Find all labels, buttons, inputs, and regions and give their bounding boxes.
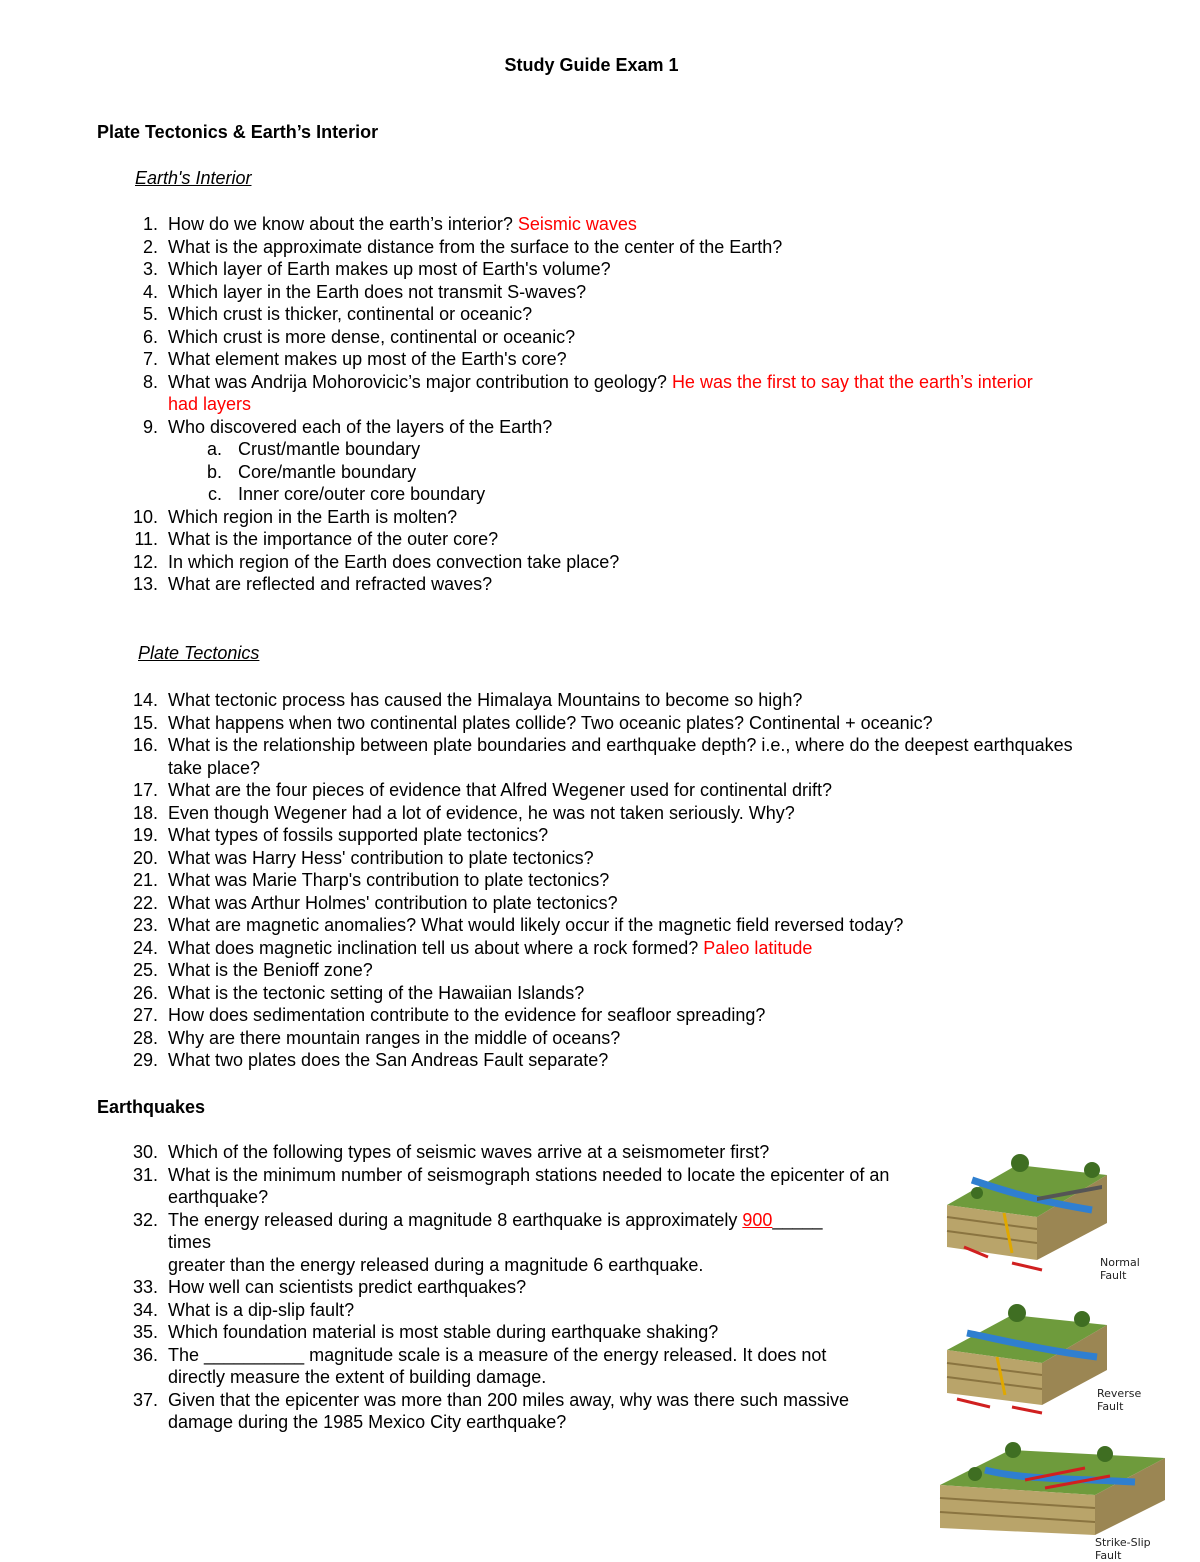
section-heading-earthquakes: Earthquakes — [97, 1097, 206, 1117]
earthquake-questions — [0, 1141, 930, 1434]
list-item: 3. Which layer of Earth makes up most of Earth's volume? — [142, 259, 611, 279]
list-item: 6. Which crust is more dense, continental or oceanic? — [142, 326, 576, 347]
list-item: 13. What are reflected and refracted waves? — [132, 574, 493, 594]
subheading-earths-interior: Earth's Interior — [135, 168, 252, 188]
list-item: 2. What is the approximate distance from the surface to the center of the Earth? — [142, 236, 783, 257]
list-item: 15. What happens when two continental plates collide? Two oceanic plates? Continental + oceanic? — [132, 712, 933, 733]
fault-label: Strike-Slip Fault — [1095, 1536, 1151, 1562]
fault-label: Reverse Fault — [1097, 1387, 1142, 1413]
list-item: 31. What is the minimum number of seismograph stations needed to locate the epicenter of an earthquake? — [132, 1164, 890, 1207]
list-item: 4. Which layer in the Earth does not transmit S-waves? — [142, 281, 587, 302]
section-heading-plate-tectonics-interior: Plate Tectonics & Earth’s Interior — [97, 122, 379, 142]
list-item: 8. What was Andrija Mohorovicic’s major contribution to geology? He was the first to say that the earth’s interior had layers — [142, 371, 1033, 414]
sub-list-item: a. Crust/mantle boundary — [206, 439, 421, 459]
list-item: 17. What are the four pieces of evidence that Alfred Wegener used for continental drift? — [132, 780, 833, 800]
sub-list-item: c. Inner core/outer core boundary — [207, 484, 486, 504]
list-item: 16. What is the relationship between plate boundaries and earthquake depth? i.e., where do the deepest earthquakes take place? — [132, 735, 1073, 778]
list-item: 21. What was Marie Tharp's contribution to plate tectonics? — [132, 870, 610, 890]
list-item: 25. What is the Benioff zone? — [132, 960, 373, 980]
list-item: 20. What was Harry Hess' contribution to plate tectonics? — [132, 847, 594, 868]
list-item: 35. Which foundation material is most stable during earthquake shaking? — [132, 1322, 719, 1342]
list-item: 11. What is the importance of the outer core? — [134, 529, 499, 549]
sub-list-item: b. Core/mantle boundary — [206, 461, 417, 482]
list-item: 34. What is a dip-slip fault? — [132, 1299, 355, 1320]
list-item: 27. How does sedimentation contribute to the evidence for seafloor spreading? — [132, 1005, 766, 1025]
list-item: 14. What tectonic process has caused the Himalaya Mountains to become so high? — [132, 690, 803, 710]
list-item: 24. What does magnetic inclination tell us about where a rock formed? Paleo latitude — [132, 937, 813, 958]
list-item: 29. What two plates does the San Andreas Fault separate? — [132, 1050, 609, 1070]
fault-label: Normal Fault — [1100, 1256, 1140, 1282]
list-item: 26. What is the tectonic setting of the Hawaiian Islands? — [132, 982, 585, 1003]
answer-text: Paleo latitude — [703, 937, 813, 958]
list-item: 23. What are magnetic anomalies? What would likely occur if the magnetic field reversed today? — [132, 915, 904, 935]
page-title: Study Guide Exam 1 — [504, 55, 679, 75]
answer-text: Seismic waves — [517, 214, 637, 234]
list-item: 7. What element makes up most of the Earth's core? — [142, 349, 567, 369]
list-item: 28. Why are there mountain ranges in the middle of oceans? — [132, 1027, 621, 1048]
list-item: 22. What was Arthur Holmes' contribution to plate tectonics? — [132, 892, 618, 913]
list-item: 19. What types of fossils supported plate tectonics? — [132, 825, 549, 845]
normal-fault-diagram — [942, 1135, 1167, 1282]
tectonics-questions — [0, 689, 1100, 1072]
list-item: 30. Which of the following types of seismic waves arrive at a seismometer first? — [132, 1142, 770, 1162]
reverse-fault-diagram — [942, 1295, 1167, 1425]
answer-text: He was the first to say that the earth’s interior had layers — [168, 371, 1033, 414]
list-item: 5. Which crust is thicker, continental or oceanic? — [142, 304, 533, 324]
subheading-plate-tectonics: Plate Tectonics — [138, 643, 260, 663]
list-item: 37. Given that the epicenter was more than 200 miles away, why was there such massive damage during the 1985 Mexico City earthquake? — [132, 1389, 849, 1432]
strike-slip-fault-diagram — [935, 1440, 1167, 1562]
list-item: 36. The __________ magnitude scale is a measure of the energy released. It does not directly measure the extent of building damage. — [132, 1344, 827, 1387]
answer-text: 900 — [742, 1209, 773, 1230]
list-item: 1. How do we know about the earth’s interior? Seismic waves — [142, 214, 637, 234]
list-item: 18. Even though Wegener had a lot of evidence, he was not taken seriously. Why? — [132, 802, 795, 823]
list-item: 10. Which region in the Earth is molten? — [132, 506, 458, 527]
list-item: 33. How well can scientists predict earthquakes? — [132, 1277, 527, 1297]
normal-fault-illustration — [942, 1135, 1167, 1275]
interior-questions — [0, 213, 1100, 596]
list-item: 9. Who discovered each of the layers of the Earth? — [142, 416, 553, 437]
list-item: 12. In which region of the Earth does convection take place? — [132, 551, 620, 572]
strike-slip-fault-illustration — [935, 1440, 1167, 1538]
list-item: 32. The energy released during a magnitude 8 earthquake is approximately 900_____ times greater than the energy released during a magnitude 6 earthquake. — [132, 1209, 823, 1275]
